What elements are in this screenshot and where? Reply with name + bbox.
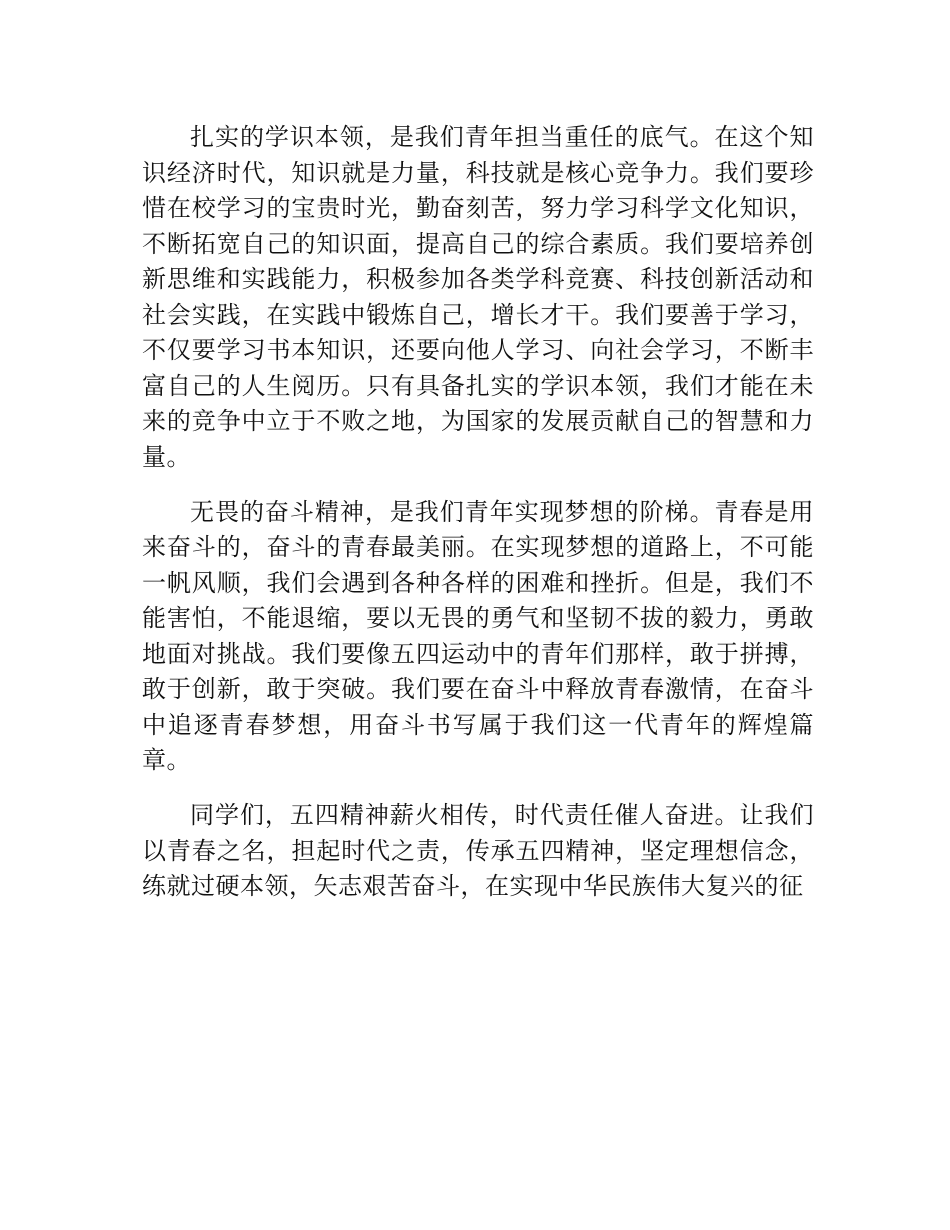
paragraph-struggle: 无畏的奋斗精神，是我们青年实现梦想的阶梯。青春是用来奋斗的，奋斗的青春最美丽。在实现梦想的道路上，不可能一帆风顺，我们会遇到各种各样的困难和挫折。但是，我们不能害怕，不能退缩，要以无畏的勇气和坚韧不拔的毅力，勇敢地面对挑战。我们要像五四运动中的青年们那样，敢于拼搏，敢于创新，敢于突破。我们要在奋斗中释放青春激情，在奋斗中追逐青春梦想，用奋斗书写属于我们这一代青年的辉煌篇章。 (142, 497, 814, 774)
paragraph-call-to-action: 同学们，五四精神薪火相传，时代责任催人奋进。让我们以青春之名，担起时代之责，传承五四精神，坚定理想信念，练就过硬本领，矢志艰苦奋斗，在实现中华民族伟大复兴的征 (142, 801, 814, 900)
document-page (142, 120, 814, 924)
paragraph-knowledge: 扎实的学识本领，是我们青年担当重任的底气。在这个知识经济时代，知识就是力量，科技就是核心竞争力。我们要珍惜在校学习的宝贵时光，勤奋刻苦，努力学习科学文化知识，不断拓宽自己的知识面，提高自己的综合素质。我们要培养创新思维和实践能力，积极参加各类学科竞赛、科技创新活动和社会实践，在实践中锻炼自己，增长才干。我们要善于学习，不仅要学习书本知识，还要向他人学习、向社会学习，不断丰富自己的人生阅历。只有具备扎实的学识本领，我们才能在未来的竞争中立于不败之地，为国家的发展贡献自己的智慧和力量。 (142, 123, 814, 471)
